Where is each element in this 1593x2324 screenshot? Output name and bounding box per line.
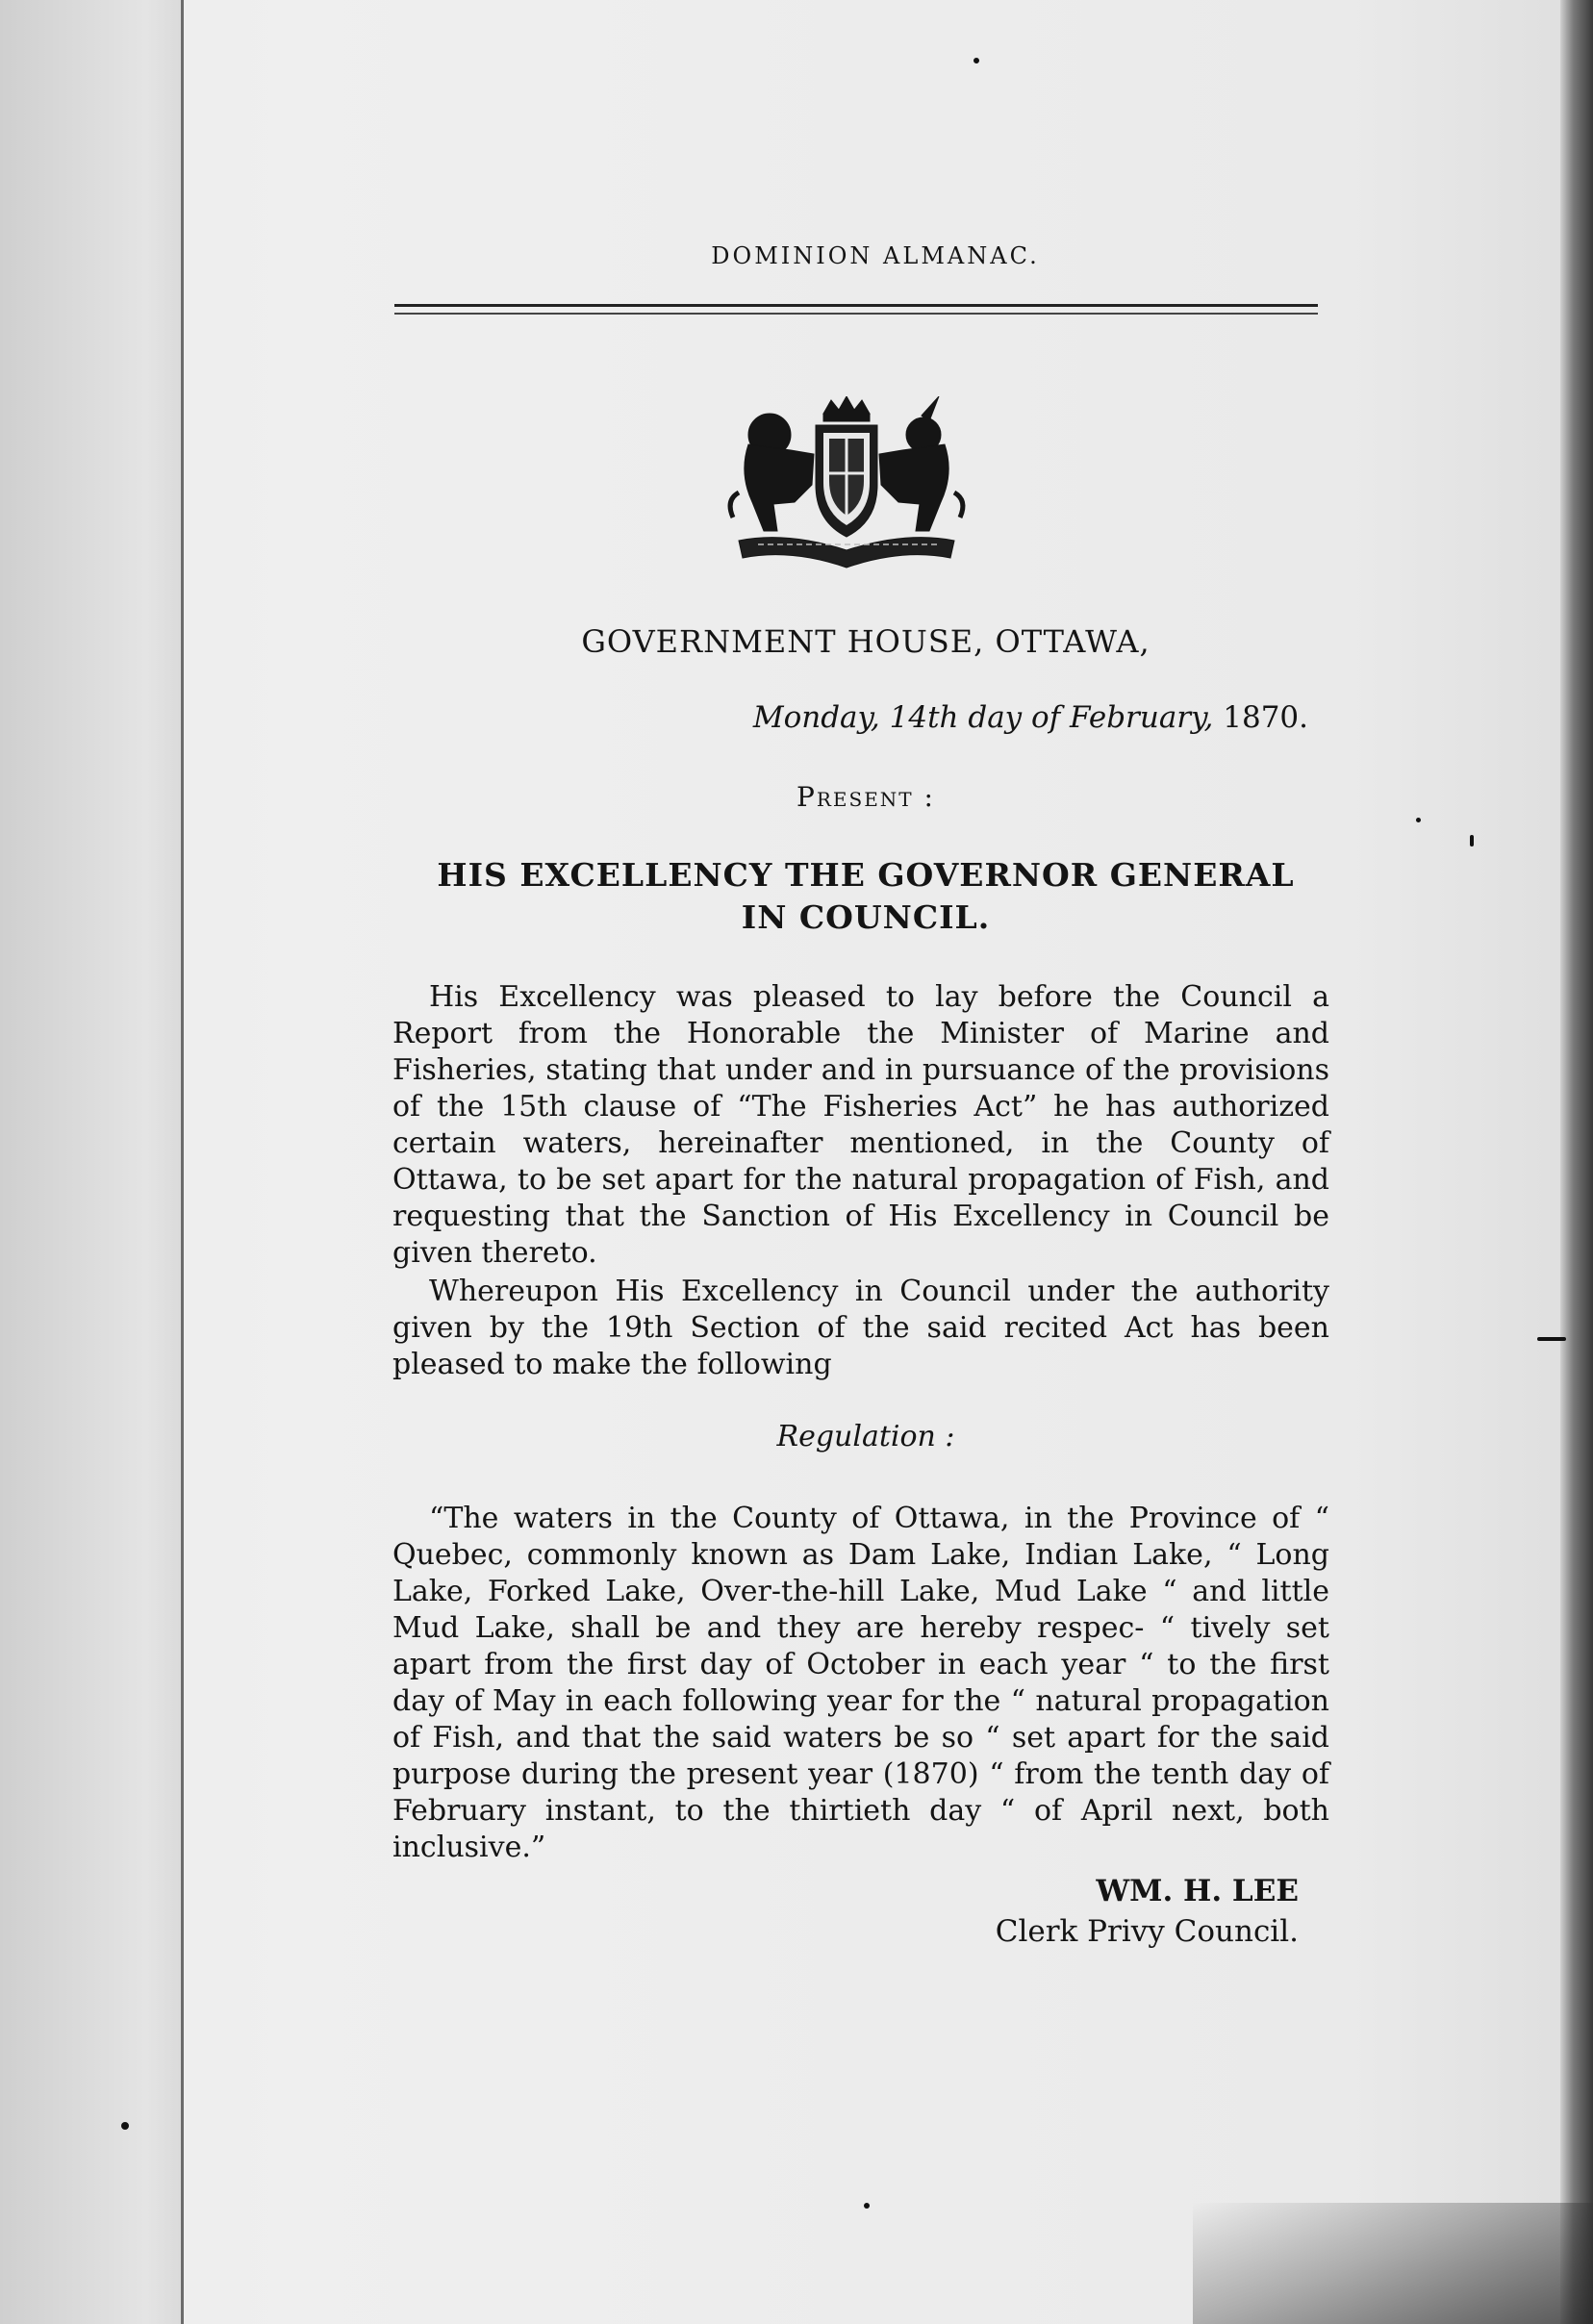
page-right-edge bbox=[1560, 0, 1593, 2324]
regulation-text: “The waters in the County of Ottawa, in the Province of “ Quebec, commonly known as Dam Lake, Indian Lake, “ Long Lake, Forked Lake, Over-the-hill Lake, Mud Lake “ and little Mud Lake, shall be and they are hereby respec- “ tively set apart from the first day of October in each year “ to the first day of May in each following year for the “ natural propagation of Fish, and that the said waters be so “ set apart for the said purpose during the present year (1870) “ from the tenth day of February instant, to the thirtieth day “ of April next, both inclusive.” bbox=[392, 1502, 1329, 1864]
document-date bbox=[539, 700, 1308, 735]
ink-speck bbox=[974, 58, 979, 63]
signature-title: Clerk Privy Council. bbox=[995, 1914, 1299, 1949]
ink-speck bbox=[864, 2203, 870, 2209]
regulation-label: Regulation : bbox=[776, 1420, 955, 1453]
ink-speck bbox=[121, 2122, 129, 2130]
signature-name: WM. H. LEE bbox=[1096, 1874, 1299, 1908]
previous-page-edge bbox=[0, 0, 183, 2324]
page-fold-line bbox=[181, 0, 184, 2324]
document-heading: GOVERNMENT HOUSE, OTTAWA, bbox=[581, 623, 1150, 660]
date-year: 1870. bbox=[1223, 700, 1308, 735]
whereupon-paragraph: Whereupon His Excellency in Council under the authority given by the 19th Section of the said recited Act has been pleased to make the following bbox=[392, 1275, 1329, 1381]
ink-speck bbox=[1537, 1337, 1566, 1341]
council-title-line-2: IN COUNCIL. bbox=[741, 898, 991, 936]
header-rule bbox=[394, 304, 1318, 315]
ink-speck bbox=[1416, 818, 1421, 822]
ink-speck bbox=[1470, 835, 1474, 846]
running-header: DOMINION ALMANAC. bbox=[711, 242, 1040, 269]
report-paragraph: His Excellency was pleased to lay before the Council a Report from the Honorable the Minister of Marine and Fisheries, stating that under and in pursuance of the provisions of the 15th clause of “The Fisheries Act” he has authorized certain waters, hereinafter mentioned, in the County of Ottawa, to be set apart for the natural propagation of Fish, and requesting that the Sanction of His Excellency in Council be given thereto. bbox=[392, 980, 1329, 1270]
royal-coat-of-arms-icon bbox=[720, 396, 974, 579]
present-label: Present : bbox=[796, 781, 935, 813]
page-corner-shadow bbox=[1193, 2203, 1593, 2324]
date-text: Monday, 14th day of February, bbox=[752, 700, 1214, 735]
council-title-line-1: HIS EXCELLENCY THE GOVERNOR GENERAL bbox=[437, 856, 1295, 894]
